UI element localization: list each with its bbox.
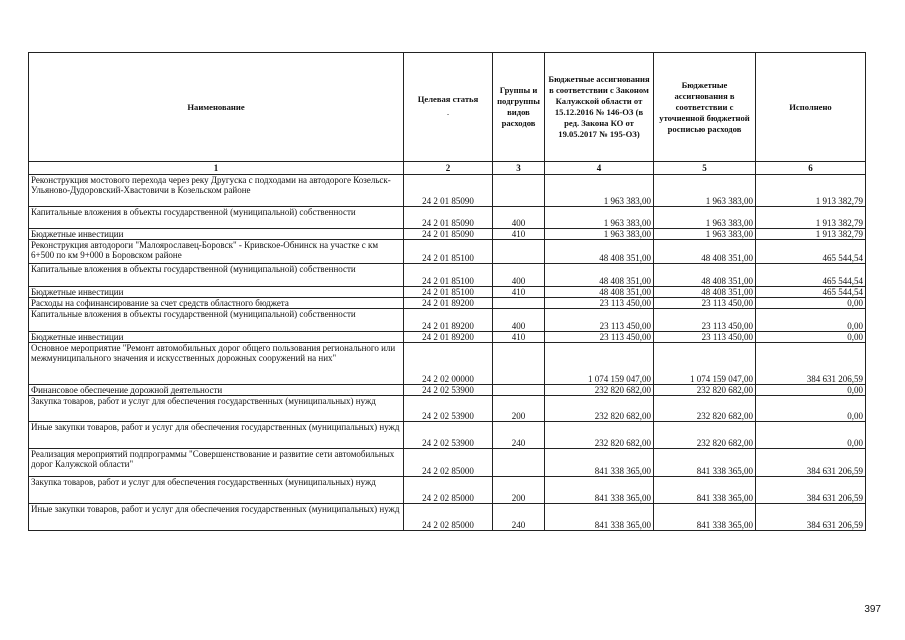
table-row xyxy=(29,175,866,207)
row-name: Реконструкция мостового перехода через реку Другуска с подходами на автодороге Козельск-Ульяново-Дудоровский-Хвастовичи в Козельском районе xyxy=(29,175,404,207)
row-executed: 465 544,54 xyxy=(756,264,866,287)
header-budget-law: Бюджетные ассигнования в соответствии с Законом Калужской области от 15.12.2016 № 146-ОЗ (в ред. Закона КО от 19.05.2017 № 195-ОЗ) xyxy=(545,53,654,162)
row-name: Закупка товаров, работ и услуг для обеспечения государственных (муниципальных) нужд xyxy=(29,396,404,422)
row-group: 400 xyxy=(493,264,545,287)
row-code: 24 2 02 53900 xyxy=(404,422,493,449)
row-budget-refined: 841 338 365,00 xyxy=(654,504,756,531)
column-number: 2 xyxy=(404,162,493,175)
table-row xyxy=(29,309,866,332)
row-name: Реализация мероприятий подпрограммы "Совершенствование и развитие сети автомобильных дорог Калужской области" xyxy=(29,449,404,477)
row-budget-refined: 232 820 682,00 xyxy=(654,385,756,396)
row-name: Капитальные вложения в объекты государственной (муниципальной) собственности xyxy=(29,309,404,332)
row-executed: 384 631 206,59 xyxy=(756,477,866,504)
row-group: 410 xyxy=(493,332,545,343)
row-name: Капитальные вложения в объекты государственной (муниципальной) собственности xyxy=(29,264,404,287)
header-executed: Исполнено xyxy=(756,53,866,162)
row-name: Иные закупки товаров, работ и услуг для обеспечения государственных (муниципальных) нужд xyxy=(29,422,404,449)
row-executed: 1 913 382,79 xyxy=(756,207,866,229)
table-row xyxy=(29,396,866,422)
row-group: 200 xyxy=(493,477,545,504)
row-code: 24 2 01 85100 xyxy=(404,264,493,287)
row-code: 24 2 01 89200 xyxy=(404,298,493,309)
row-group: 410 xyxy=(493,229,545,240)
row-name: Бюджетные инвестиции xyxy=(29,287,404,298)
row-executed: 465 544,54 xyxy=(756,240,866,264)
row-budget-law: 232 820 682,00 xyxy=(545,422,654,449)
row-budget-refined: 1 963 383,00 xyxy=(654,175,756,207)
table-row xyxy=(29,449,866,477)
row-budget-law: 1 963 383,00 xyxy=(545,229,654,240)
row-budget-law: 23 113 450,00 xyxy=(545,309,654,332)
row-budget-law: 1 963 383,00 xyxy=(545,175,654,207)
row-name: Иные закупки товаров, работ и услуг для обеспечения государственных (муниципальных) нужд xyxy=(29,504,404,531)
row-name: Финансовое обеспечение дорожной деятельности xyxy=(29,385,404,396)
table-row xyxy=(29,240,866,264)
row-executed: 384 631 206,59 xyxy=(756,504,866,531)
table-row xyxy=(29,298,866,309)
row-code: 24 2 02 53900 xyxy=(404,385,493,396)
row-budget-law: 841 338 365,00 xyxy=(545,449,654,477)
row-code: 24 2 01 85100 xyxy=(404,287,493,298)
row-code: 24 2 01 85100 xyxy=(404,240,493,264)
row-executed: 0,00 xyxy=(756,332,866,343)
row-budget-refined: 1 963 383,00 xyxy=(654,229,756,240)
table-row xyxy=(29,332,866,343)
row-group xyxy=(493,449,545,477)
table-row xyxy=(29,207,866,229)
row-executed: 0,00 xyxy=(756,309,866,332)
header-row xyxy=(29,53,866,162)
row-code: 24 2 01 89200 xyxy=(404,332,493,343)
row-group: 240 xyxy=(493,422,545,449)
page-number: 397 xyxy=(864,604,881,615)
row-code: 24 2 02 85000 xyxy=(404,449,493,477)
table-row xyxy=(29,287,866,298)
row-name: Основное мероприятие "Ремонт автомобильных дорог общего пользования регионального или межмуниципального значения и искусственных дорожных сооружений на них" xyxy=(29,343,404,385)
row-group xyxy=(493,298,545,309)
row-executed: 384 631 206,59 xyxy=(756,343,866,385)
table-row xyxy=(29,385,866,396)
header-code: Целевая статья - xyxy=(404,53,493,162)
row-name: Бюджетные инвестиции xyxy=(29,229,404,240)
row-budget-refined: 48 408 351,00 xyxy=(654,287,756,298)
column-number: 3 xyxy=(493,162,545,175)
row-executed: 0,00 xyxy=(756,396,866,422)
row-group xyxy=(493,343,545,385)
table-row xyxy=(29,229,866,240)
row-group xyxy=(493,175,545,207)
row-name: Закупка товаров, работ и услуг для обеспечения государственных (муниципальных) нужд xyxy=(29,477,404,504)
column-number: 4 xyxy=(545,162,654,175)
row-group xyxy=(493,240,545,264)
row-executed: 1 913 382,79 xyxy=(756,175,866,207)
row-executed: 0,00 xyxy=(756,298,866,309)
row-budget-law: 23 113 450,00 xyxy=(545,298,654,309)
row-budget-refined: 23 113 450,00 xyxy=(654,309,756,332)
row-code: 24 2 02 85000 xyxy=(404,477,493,504)
row-name: Расходы на софинансирование за счет средств областного бюджета xyxy=(29,298,404,309)
table-row xyxy=(29,477,866,504)
row-executed: 465 544,54 xyxy=(756,287,866,298)
row-group xyxy=(493,385,545,396)
row-group: 410 xyxy=(493,287,545,298)
row-budget-refined: 48 408 351,00 xyxy=(654,264,756,287)
row-budget-refined: 48 408 351,00 xyxy=(654,240,756,264)
row-code: 24 2 01 85090 xyxy=(404,207,493,229)
row-executed: 0,00 xyxy=(756,385,866,396)
column-number: 1 xyxy=(29,162,404,175)
row-executed: 0,00 xyxy=(756,422,866,449)
row-name: Бюджетные инвестиции xyxy=(29,332,404,343)
row-budget-law: 48 408 351,00 xyxy=(545,287,654,298)
row-budget-refined: 232 820 682,00 xyxy=(654,422,756,449)
header-group: Группы и подгруппы видов расходов xyxy=(493,53,545,162)
row-name: Капитальные вложения в объекты государственной (муниципальной) собственности xyxy=(29,207,404,229)
row-budget-law: 1 074 159 047,00 xyxy=(545,343,654,385)
row-budget-refined: 23 113 450,00 xyxy=(654,332,756,343)
row-budget-refined: 841 338 365,00 xyxy=(654,477,756,504)
row-code: 24 2 01 85090 xyxy=(404,175,493,207)
row-budget-refined: 1 963 383,00 xyxy=(654,207,756,229)
header-budget-refined: Бюджетные ассигнования в соответствии с уточненной бюджетной росписью расходов xyxy=(654,53,756,162)
row-budget-law: 48 408 351,00 xyxy=(545,240,654,264)
table-row xyxy=(29,264,866,287)
row-group: 200 xyxy=(493,396,545,422)
row-code: 24 2 02 00000 xyxy=(404,343,493,385)
column-number-row xyxy=(29,162,866,175)
row-group: 400 xyxy=(493,207,545,229)
header-code-mark: - xyxy=(446,110,450,118)
row-executed: 384 631 206,59 xyxy=(756,449,866,477)
column-number: 6 xyxy=(756,162,866,175)
budget-table xyxy=(28,52,866,531)
row-code: 24 2 01 85090 xyxy=(404,229,493,240)
row-budget-refined: 232 820 682,00 xyxy=(654,396,756,422)
row-group: 400 xyxy=(493,309,545,332)
row-code: 24 2 01 89200 xyxy=(404,309,493,332)
row-budget-refined: 23 113 450,00 xyxy=(654,298,756,309)
row-executed: 1 913 382,79 xyxy=(756,229,866,240)
row-budget-law: 841 338 365,00 xyxy=(545,504,654,531)
row-budget-law: 1 963 383,00 xyxy=(545,207,654,229)
table-row xyxy=(29,343,866,385)
row-budget-law: 841 338 365,00 xyxy=(545,477,654,504)
row-budget-law: 232 820 682,00 xyxy=(545,396,654,422)
row-budget-law: 48 408 351,00 xyxy=(545,264,654,287)
table-row xyxy=(29,504,866,531)
row-budget-refined: 1 074 159 047,00 xyxy=(654,343,756,385)
row-name: Реконструкция автодороги "Малоярославец-Боровск" - Кривское-Обнинск на участке с км 6+500 по км 9+000 в Боровском районе xyxy=(29,240,404,264)
row-code: 24 2 02 53900 xyxy=(404,396,493,422)
row-group: 240 xyxy=(493,504,545,531)
row-budget-law: 232 820 682,00 xyxy=(545,385,654,396)
column-number: 5 xyxy=(654,162,756,175)
table-row xyxy=(29,422,866,449)
row-code: 24 2 02 85000 xyxy=(404,504,493,531)
row-budget-law: 23 113 450,00 xyxy=(545,332,654,343)
row-budget-refined: 841 338 365,00 xyxy=(654,449,756,477)
header-name: Наименование xyxy=(29,53,404,162)
